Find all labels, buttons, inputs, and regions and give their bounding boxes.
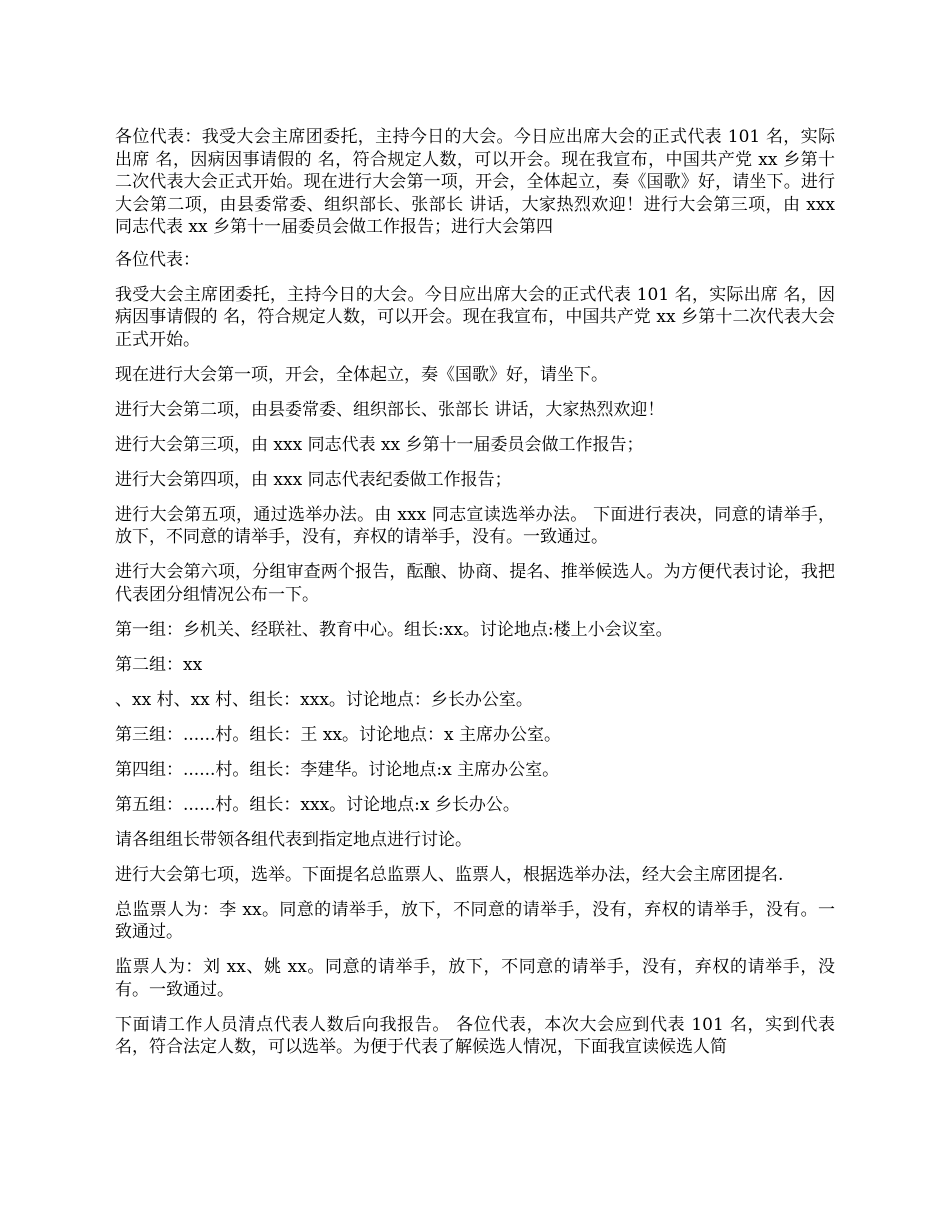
paragraph-item-7: 进行大会第七项，选举。下面提名总监票人、监票人，根据选举办法，经大会主席团提名. <box>115 864 784 885</box>
paragraph-item-5: 进行大会第五项，通过选举办法。由 xxx 同志宣读选举办法。 下面进行表决，同意的请举手，放下，不同意的请举手，没有，弃权的请举手，没有。一致通过。 <box>115 504 835 547</box>
paragraph-item-4: 进行大会第四项，由 xxx 同志代表纪委做工作报告； <box>115 469 512 490</box>
paragraph-scrutineers: 监票人为：刘 xx、姚 xx。同意的请举手，放下，不同意的请举手，没有，弃权的请举手，没有。一致通过。 <box>115 957 835 1000</box>
paragraph-item-2: 进行大会第二项，由县委常委、组织部长、张部长 讲话，大家热烈欢迎！ <box>115 399 665 420</box>
paragraph-chief-scrutineer: 总监票人为：李 xx。同意的请举手，放下，不同意的请举手，没有，弃权的请举手，没有。一致通过。 <box>115 899 835 942</box>
paragraph-opening: 我受大会主席团委托，主持今日的大会。今日应出席大会的正式代表 101 名，实际出席 名，因病因事请假的 名，符合规定人数，可以开会。现在我宣布，中国共产党 xx 乡第十二次代表大会正式开始。 <box>115 284 835 350</box>
paragraph-headcount: 下面请工作人员清点代表人数后向我报告。 各位代表，本次大会应到代表 101 名，实到代表 名，符合法定人数，可以选举。为便于代表了解候选人情况，下面我宣读候选人简 <box>115 1014 835 1057</box>
paragraph-group-1: 第一组：乡机关、经联社、教育中心。组长:xx。讨论地点:楼上小会议室。 <box>115 619 673 640</box>
paragraph-salutation: 各位代表： <box>115 249 200 270</box>
paragraph-summary: 各位代表：我受大会主席团委托，主持今日的大会。今日应出席大会的正式代表 101 名，实际出席 名，因病因事请假的 名，符合规定人数，可以开会。现在我宣布，中国共产党 xx 乡第十二次代表大会正式开始。现在进行大会第一项，开会，全体起立，奏《国歌》好，请坐下。进行大会第二项，由县委常委、组织部长、张部长 讲话，大家热烈欢迎！进行大会第三项，由 xxx 同志代表 xx 乡第十一届委员会做工作报告；进行大会第四 <box>115 127 835 237</box>
paragraph-item-3: 进行大会第三项，由 xxx 同志代表 xx 乡第十一届委员会做工作报告； <box>115 434 644 455</box>
paragraph-group-2: 第二组：xx <box>115 654 203 675</box>
document-page <box>115 126 835 1071</box>
paragraph-group-3: 第三组：......村。组长：王 xx。讨论地点：x 主席办公室。 <box>115 724 561 745</box>
paragraph-group-4: 第四组：......村。组长：李建华。讨论地点:x 主席办公室。 <box>115 759 560 780</box>
paragraph-item-6: 进行大会第六项，分组审查两个报告，酝酿、协商、提名、推举候选人。为方便代表讨论，我把代表团分组情况公布一下。 <box>115 562 835 605</box>
paragraph-discussion: 请各组组长带领各组代表到指定地点进行讨论。 <box>115 829 472 850</box>
paragraph-item-1: 现在进行大会第一项，开会，全体起立，奏《国歌》好，请坐下。 <box>115 364 608 385</box>
paragraph-group-5: 第五组：......村。组长：xxx。讨论地点:x 乡长办公。 <box>115 794 520 815</box>
paragraph-group-2-continued: 、xx 村、xx 村、组长：xxx。讨论地点：乡长办公室。 <box>115 689 533 710</box>
